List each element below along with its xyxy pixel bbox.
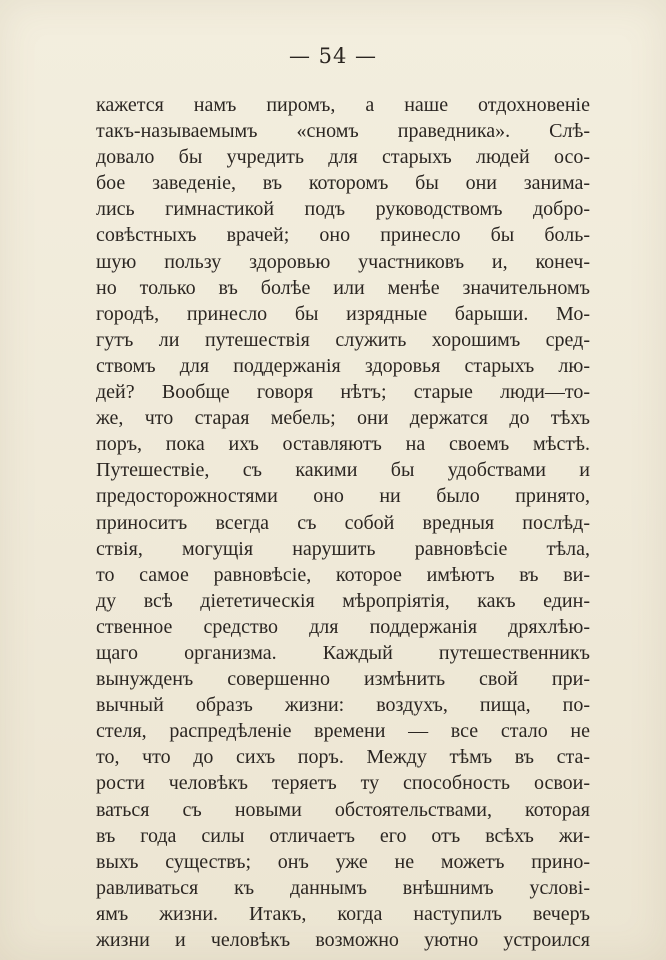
text-line: ствомъ для поддержанiя здоровья старыхъ лю-	[96, 354, 590, 377]
text-line: лись гимнастикой подъ руководствомъ добро-	[96, 198, 590, 221]
text-line: то, что до сихъ поръ. Между тѣмъ въ ста-	[96, 746, 590, 769]
text-line: ствiя, могущiя нарушить равновѣсiе тѣла,	[96, 537, 590, 560]
text-line: ственное средство для поддержанiя дряхлѣю-	[96, 615, 590, 638]
text-line: предосторожностями оно ни было принято,	[96, 485, 590, 508]
text-line: довало бы учредить для старыхъ людей осо-	[96, 146, 590, 169]
body-text	[96, 92, 590, 953]
text-line: выхъ существъ; онъ уже не можетъ прино-	[96, 850, 590, 873]
text-line: Путешествiе, съ какими бы удобствами и	[96, 459, 590, 482]
text-line: же, что старая мебель; они держатся до тѣхъ	[96, 407, 590, 430]
text-line: то самое равновѣсiе, которое имѣютъ въ ви-	[96, 563, 590, 586]
text-line: кажется намъ пиромъ, а наше отдохновенiе	[96, 94, 590, 116]
text-line: бое заведенiе, въ которомъ бы они занима-	[96, 172, 590, 195]
text-line: дей? Вообще говоря нѣтъ; старые люди—то-	[96, 381, 590, 404]
text-line: городѣ, принесло бы изрядные барыши. Мо-	[96, 302, 590, 325]
text-line: рости человѣкъ теряетъ ту способность освои-	[96, 772, 590, 795]
text-line: гутъ ли путешествiя служить хорошимъ сред-	[96, 328, 590, 351]
text-line: но только въ болѣе или менѣе значительномъ	[96, 276, 590, 299]
text-line: поръ, пока ихъ оставляютъ на своемъ мѣстѣ.	[96, 433, 590, 456]
text-line: вычный образъ жизни: воздухъ, пища, по-	[96, 694, 590, 717]
text-line: ямъ жизни. Итакъ, когда наступилъ вечеръ	[96, 902, 590, 925]
text-line: стеля, распредѣленiе времени — все стало не	[96, 720, 590, 743]
text-line: шую пользу здоровью участниковъ и, конеч-	[96, 250, 590, 273]
text-line: приноситъ всегда съ собой вредныя послѣд-	[96, 511, 590, 534]
text-line: совѣстныхъ врачей; оно принесло бы боль-	[96, 224, 590, 247]
text-line: такъ-называемымъ «сномъ праведника». Слѣ-	[96, 120, 590, 143]
page-number: — 54 —	[288, 44, 378, 68]
text-line: жизни и человѣкъ возможно уютно устроился	[96, 929, 590, 951]
text-line: равливаться къ даннымъ внѣшнимъ условi-	[96, 876, 590, 899]
text-line: вынужденъ совершенно измѣнить свой при-	[96, 668, 590, 691]
text-line: щаго организма. Каждый путешественникъ	[96, 641, 590, 664]
text-line: ваться съ новыми обстоятельствами, которая	[96, 798, 590, 821]
text-line: ду всѣ дiететическiя мѣропрiятiя, какъ един-	[96, 589, 590, 612]
text-line: въ года силы отличаетъ его отъ всѣхъ жи-	[96, 824, 590, 847]
